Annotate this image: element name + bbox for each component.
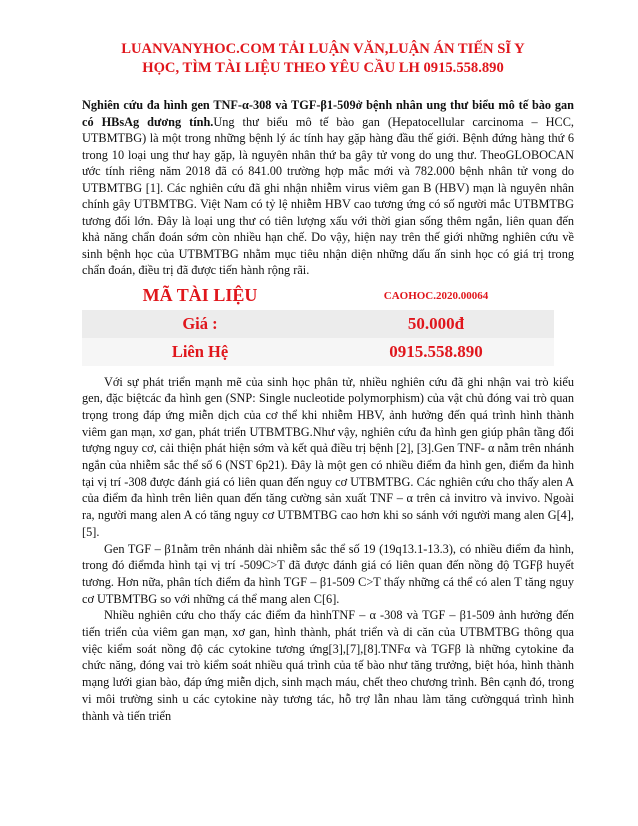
body-paragraph-1: Với sự phát triển mạnh mẽ của sinh học phân tử, nhiều nghiên cứu đã ghi nhận vai trò kiểu gen, đặc biệtcác đa hình gen (SNP: Single nucleotide polymorphism) của vật chủ đóng vai trò quan trọng trong đáp ứng miễn dịch của cơ thể khi nhiễm HBV, ảnh hưởng đến quá trình hình thành viêm gan mạn, xơ gan, phát triển UTBMTBG.Như vậy, nghiên cứu đa hình gen giúp phân tầng đối tượng nguy cơ, cải thiện phát hiện sớm và kết quả điều trị bệnh [2], [3].Gen TNF- α nằm trên nhánh ngắn của nhiễm sắc thể số 6 (NST 6p21). Đây là một gen có nhiều điểm đa hình gen, điểm đa hình tại vị trí -308 được đánh giá có liên quan đến nguy cơ UTBMTBG. Các nghiên cứu cho thấy alen A của điểm đa hình trên liên quan đến tăng cường sản xuất TNF – α trên cả invitro và invivo. Ngoài ra, người mang alen A có tăng nguy cơ UTBMTBG cao hơn khi so sánh với người mang alen G[4], [5]. [82, 374, 574, 539]
price-value: 50.000đ [318, 310, 554, 338]
price-row [82, 310, 554, 338]
contact-row [82, 338, 554, 366]
header-line-2[interactable]: HỌC, TÌM TÀI LIỆU THEO YÊU CẦU LH 0915.558.890 [142, 60, 504, 76]
contact-label: Liên Hệ [82, 338, 318, 366]
header-banner[interactable] [72, 40, 574, 78]
header-line-1[interactable]: LUANVANYHOC.COM TẢI LUẬN VĂN,LUẬN ÁN TIẾN SĨ Y [121, 41, 525, 57]
abstract-paragraph [82, 97, 574, 279]
abstract-text: Ung thư biểu mô tế bào gan (Hepatocellular carcinoma – HCC, UTBMTBG) là một trong những bệnh lý ác tính hay gặp hàng đầu thế giới. Bệnh đứng hàng thứ 6 trong 10 loại ung thư hay gặp, là nguyên nhân thứ ba gây tử vong do ung thư. TheoGLOBOCAN ước tính riêng năm 2018 đã có 841.00 trường hợp mắc mới và 782.000 bệnh nhân tử vong do UTBMTBG [1]. Các nghiên cứu đã ghi nhận nhiễm virus viêm gan B (HBV) mạn là nguyên nhân chính gây UTBMTBG. Việt Nam có tỷ lệ nhiễm HBV cao tương ứng có số người mắc UTBMTBG tương đối lớn. Đây là loại ung thư có tiên lượng xấu với thời gian sống thêm ngắn, liên quan đến khả năng chẩn đoán sớm còn nhiều hạn chế. Do vậy, hiện nay trên thế giới những nghiên cứu về sinh bệnh học của UTBMTBG nhằm mục tiêu nhận diện những dấu ấn sinh học có giá trị trong chẩn đoán, điều trị đã được tiến hành rộng rãi. [82, 114, 574, 277]
body-paragraph-3: Nhiều nghiên cứu cho thấy các điểm đa hìnhTNF – α -308 và TGF – β1-509 ảnh hưởng đến tiến triển của viêm gan mạn, xơ gan, hình thành, phát triển và di căn của UTBMTBG thông qua việc kiểm soát nồng độ các cytokine tương ứng[3],[7],[8].TNFα và TGFβ là những cytokine đa chức năng, đóng vai trò kiểm soát nhiều quá trình của tế bào như tăng trưởng, biệt hóa, hình thành mạng lưới gian bào, đáp ứng miễn dịch, sinh mạch máu, chết theo chương trình. Bên cạnh đó, trong vi môi trường sinh u các cytokine này tương tác, hỗ trợ lẫn nhau làm tăng cườngquá trình hình thành và tiến triển [82, 608, 574, 723]
price-label: Giá : [82, 310, 318, 338]
document-info-table [82, 282, 554, 366]
document-code-row [82, 282, 554, 310]
document-code-label: MÃ TÀI LIỆU [82, 282, 318, 310]
abstract-title: Nghiên cứu đa hình gen TNF-α-308 và TGF-β1-509ở bệnh nhân ung thư biểu mô tế bào gan có HBsAg dương tính. [82, 98, 574, 129]
document-code-value: CAOHOC.2020.00064 [318, 282, 554, 310]
contact-value: 0915.558.890 [318, 338, 554, 366]
body-text [82, 374, 574, 725]
body-paragraph-2: Gen TGF – β1nằm trên nhánh dài nhiễm sắc thể số 19 (19q13.1-13.3), có nhiều điểm đa hình, trong đó điểmđa hình tại vị trí -509C>T đã được đánh giá có liên quan đến nồng độ TGFβ huyết tương. Hơn nữa, phân tích điểm đa hình TGF – β1-509 C>T thấy những cá thể có alen T tăng nguy cơ UTBMTBG so với những cá thể mang alen C[6]. [82, 541, 574, 606]
